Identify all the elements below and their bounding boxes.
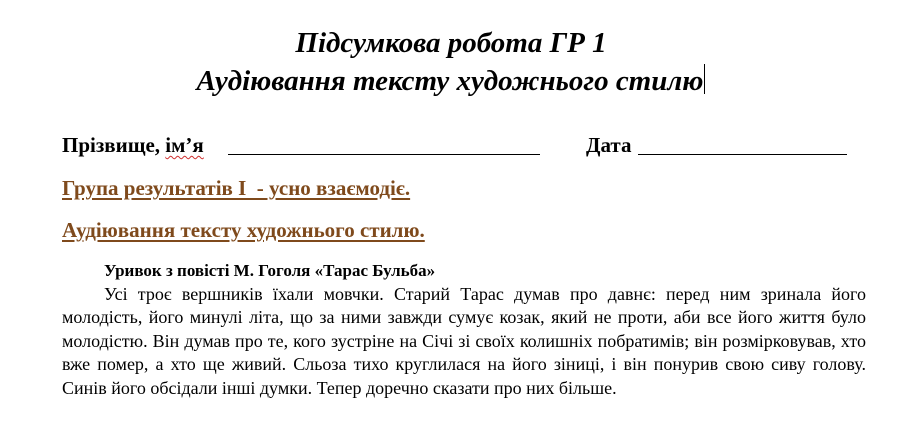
document-title: Підсумкова робота ГР 1	[295, 27, 607, 59]
name-blank-line[interactable]	[228, 154, 540, 155]
date-label: Дата	[586, 133, 632, 157]
date-blank-line[interactable]	[638, 154, 847, 155]
surname-label: Прізвище,	[62, 133, 161, 157]
document-subtitle-text: Аудіювання тексту художнього стилю	[196, 65, 704, 97]
excerpt-paragraph: Усі троє вершників їхали мовчки. Старий Тарас думав про давнє: перед ним зринала його молодість, його минулі літа, що за ними завжди сумує козак, який не проти, аби все його життя було молодістю. Він думав про те, кого зустріне на Січі зі своїх колишніх побратимів; він розмірковував, хто вже помер, а хто ще живий. Сльоза тихо круглилася на його зіниці, і він понурив свою сиву голову. Синів його обсідали інші думки. Тепер доречно сказати про них більше.	[62, 284, 866, 398]
document-subtitle	[0, 64, 902, 98]
student-info-row	[62, 131, 862, 159]
name-label	[62, 131, 204, 159]
results-group-heading: Група результатів І - усно взаємодіє.	[62, 176, 411, 200]
text-cursor	[704, 64, 705, 94]
listening-section-heading: Аудіювання тексту художнього стилю.	[62, 218, 425, 242]
first-name-label: ім’я	[165, 133, 204, 157]
excerpt-title: Уривок з повісті М. Гоголя «Тарас Бульба»	[104, 261, 436, 280]
